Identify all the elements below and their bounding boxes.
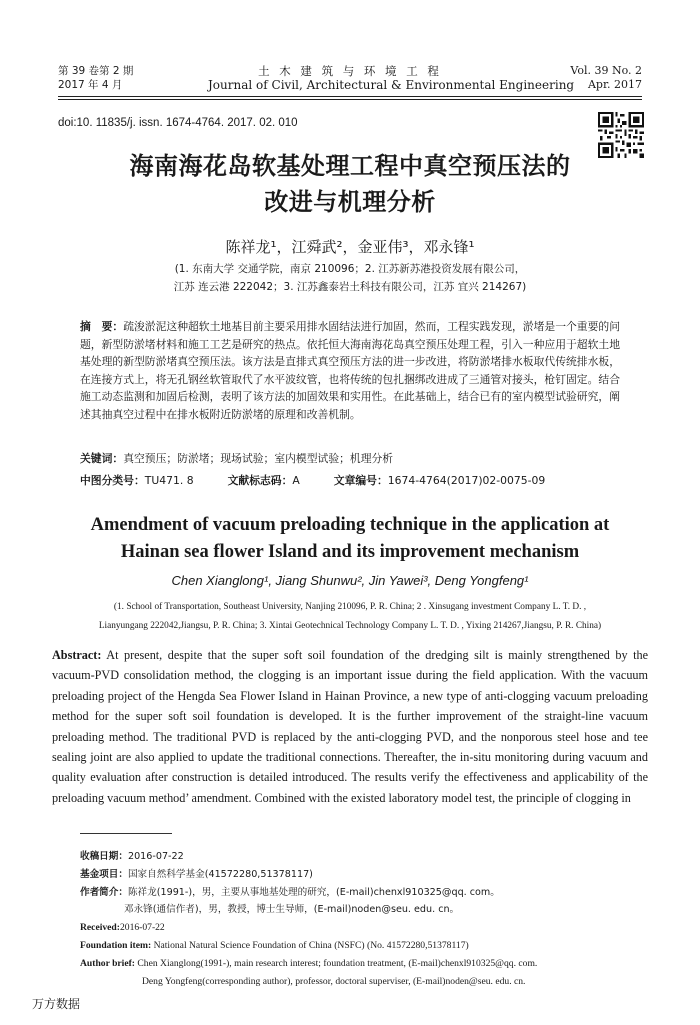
keywords-cn-label: 关键词： xyxy=(80,452,124,465)
header-date-en: Apr. 2017 xyxy=(587,78,642,91)
abstract-cn-label: 摘 要： xyxy=(80,320,124,333)
article-number-label: 文章编号： xyxy=(333,474,388,487)
fund-en-value: National Natural Science Foundation of China (NSFC) (No. 41572280,51378117) xyxy=(151,939,469,951)
title-en-line1: Amendment of vacuum preloading technique in the application at xyxy=(90,515,610,535)
header-issue-cn xyxy=(58,64,133,92)
abstract-en-text: At present, despite that the super soft soil foundation of the dredging silt is mainly strengthened by the vacuum-PVD consolidation method, the clogging is an important issue during the field application. With the vacuum preloading project of the Hengda Sea Flower Island in Hainan Province, a new type of anti-clogging vacuum preloading method for the super soft soil foundation is developed. It is the further improvement of the straight-line vacuum preloading method. The traditional PVD is replaced by the anti-clogging PVD, and the nonporous steel hose and tee sealing joint are also applied to update the traditional connections. Thereafter, the in-situ monitoring during vacuum and quality evaluation after construction is detailed introduced. The results verify the effectiveness and applicability of the preloading vacuum method’ amendment. Combined with the existed laboratory model test, the principle of clogging in xyxy=(52,648,648,805)
fund-cn xyxy=(80,866,640,884)
bio-cn-2: 邓永锋(通信作者)，男，教授，博士生导师，(E-mail)noden@seu. edu. cn。 xyxy=(124,904,460,916)
header-journal-en: Journal of Civil, Architectural & Environmental Engineering xyxy=(208,78,575,92)
received-cn-value: 2016-07-22 xyxy=(127,851,184,862)
title-en xyxy=(30,512,670,566)
affiliations-cn-line1: (1. 东南大学 交通学院，南京 210096；2. 江苏新苏港投资发展有限公司， xyxy=(174,263,526,275)
affiliations-en-line2: Lianyungang 222042,Jiangsu, P. R. China; 3. Xintai Geotechnical Technology Company L. T. D. , Yixing 214267,Jiangsu, P. R. China) xyxy=(98,621,602,631)
received-cn xyxy=(80,848,640,866)
affiliations-en-line1: (1. School of Transportation, Southeast University, Nanjing 210096, P. R. China; 2 . Xinsugang investment Company L. T. D. , xyxy=(113,602,587,612)
header-volume-cn: 第 39 卷第 2 期 xyxy=(58,65,134,77)
received-cn-label: 收稿日期： xyxy=(80,851,128,862)
authors-cn: 陈祥龙¹，江舜武²，金亚伟³，邓永锋¹ xyxy=(225,238,475,256)
authors-en: Chen Xianglong¹, Jiang Shunwu², Jin Yawei³, Deng Yongfeng¹ xyxy=(171,573,529,588)
clc-value: TU471. 8 xyxy=(144,474,194,487)
received-en-value: 2016-07-22 xyxy=(119,922,165,934)
watermark: 万方数据 xyxy=(32,997,81,1011)
bio-en-2: Deng Yongfeng(corresponding author), professor, doctoral superviser, (E-mail)noden@seu. edu. cn. xyxy=(142,975,526,987)
title-cn-line1: 海南海花岛软基处理工程中真空预压法的 xyxy=(129,152,571,180)
article-number-value: 1674-4764(2017)02-0075-09 xyxy=(387,474,546,487)
header-journal-cn: 土 木 建 筑 与 环 境 工 程 xyxy=(258,64,442,78)
received-en xyxy=(80,919,640,937)
title-cn-line2: 改进与机理分析 xyxy=(264,188,436,216)
title-en-line2: Hainan sea flower Island and its improvement mechanism xyxy=(120,542,580,562)
bio-cn-1 xyxy=(80,884,640,902)
running-header xyxy=(58,64,642,96)
header-volume-en: Vol. 39 No. 2 xyxy=(570,64,642,77)
affiliations-cn xyxy=(80,260,620,296)
fund-en-label: Foundation item: xyxy=(80,939,152,951)
classification-cn xyxy=(80,473,660,488)
header-year-cn: 2017 年 4 月 xyxy=(58,79,123,91)
header-issue-en xyxy=(570,64,642,92)
abstract-cn xyxy=(80,318,620,423)
bio-en-label: Author brief: xyxy=(80,957,135,969)
affiliations-cn-line2: 江苏 连云港 222042；3. 江苏鑫泰岩土科技有限公司，江苏 宜兴 214267) xyxy=(173,281,527,293)
header-rule-thick xyxy=(58,96,642,97)
abstract-en-label: Abstract: xyxy=(52,648,102,662)
fund-en xyxy=(80,937,640,955)
header-journal xyxy=(208,64,575,93)
footnote-rule xyxy=(80,833,172,834)
bio-en-1-text: Chen Xianglong(1991-), main research interest; foundation treatment, (E-mail)chenxl910325@qq. com. xyxy=(134,957,538,969)
bio-en-1 xyxy=(80,955,640,973)
title-cn xyxy=(80,148,620,220)
affiliations-en xyxy=(30,598,670,636)
abstract-cn-text: 疏浚淤泥这种超软土地基目前主要采用排水固结法进行加固，然而，工程实践发现，淤堵是一个重要的问题，新型防淤堵材料和施工工艺是研究的热点。依托恒大海南海花岛真空预压处理工程，引入一种应用于超软土地基处理的新型防淤堵真空预压法。该方法是直排式真空预压方法的进一步改进，将防淤堵排水板取代传统排水板，在连接方式上，将无孔钢丝软管取代了水平波纹管，也将传统的包扎捆绑改进成了三通管对接头，枪钉固定。结合施工动态监测和加固后检测，表明了该方法的加固效果和实用性。在此基础上，结合已有的室内模型试验研究，阐述其抽真空过程中在排水板附近防淤堵的原理和改善机制。 xyxy=(80,320,620,421)
doc-code-label: 文献标志码： xyxy=(227,474,293,487)
header-rule-thin xyxy=(58,99,642,100)
clc-label: 中图分类号： xyxy=(80,474,145,487)
bio-cn-label: 作者简介： xyxy=(80,886,128,898)
abstract-en xyxy=(52,645,648,808)
keywords-cn xyxy=(80,451,620,466)
keywords-cn-text: 真空预压；防淤堵；现场试验；室内模型试验；机理分析 xyxy=(123,452,394,465)
doi: doi:10. 11835/j. issn. 1674-4764. 2017. 02. 010 xyxy=(58,117,298,129)
doc-code-value: A xyxy=(292,474,300,487)
fund-cn-label: 基金项目： xyxy=(80,868,128,880)
fund-cn-value: 国家自然科学基金(41572280,51378117) xyxy=(127,868,313,880)
footnotes xyxy=(80,848,640,990)
received-en-label: Received: xyxy=(80,922,120,934)
bio-cn-1-text: 陈祥龙(1991-)，男，主要从事地基处理的研究，(E-mail)chenxl910325@qq. com。 xyxy=(127,886,500,898)
